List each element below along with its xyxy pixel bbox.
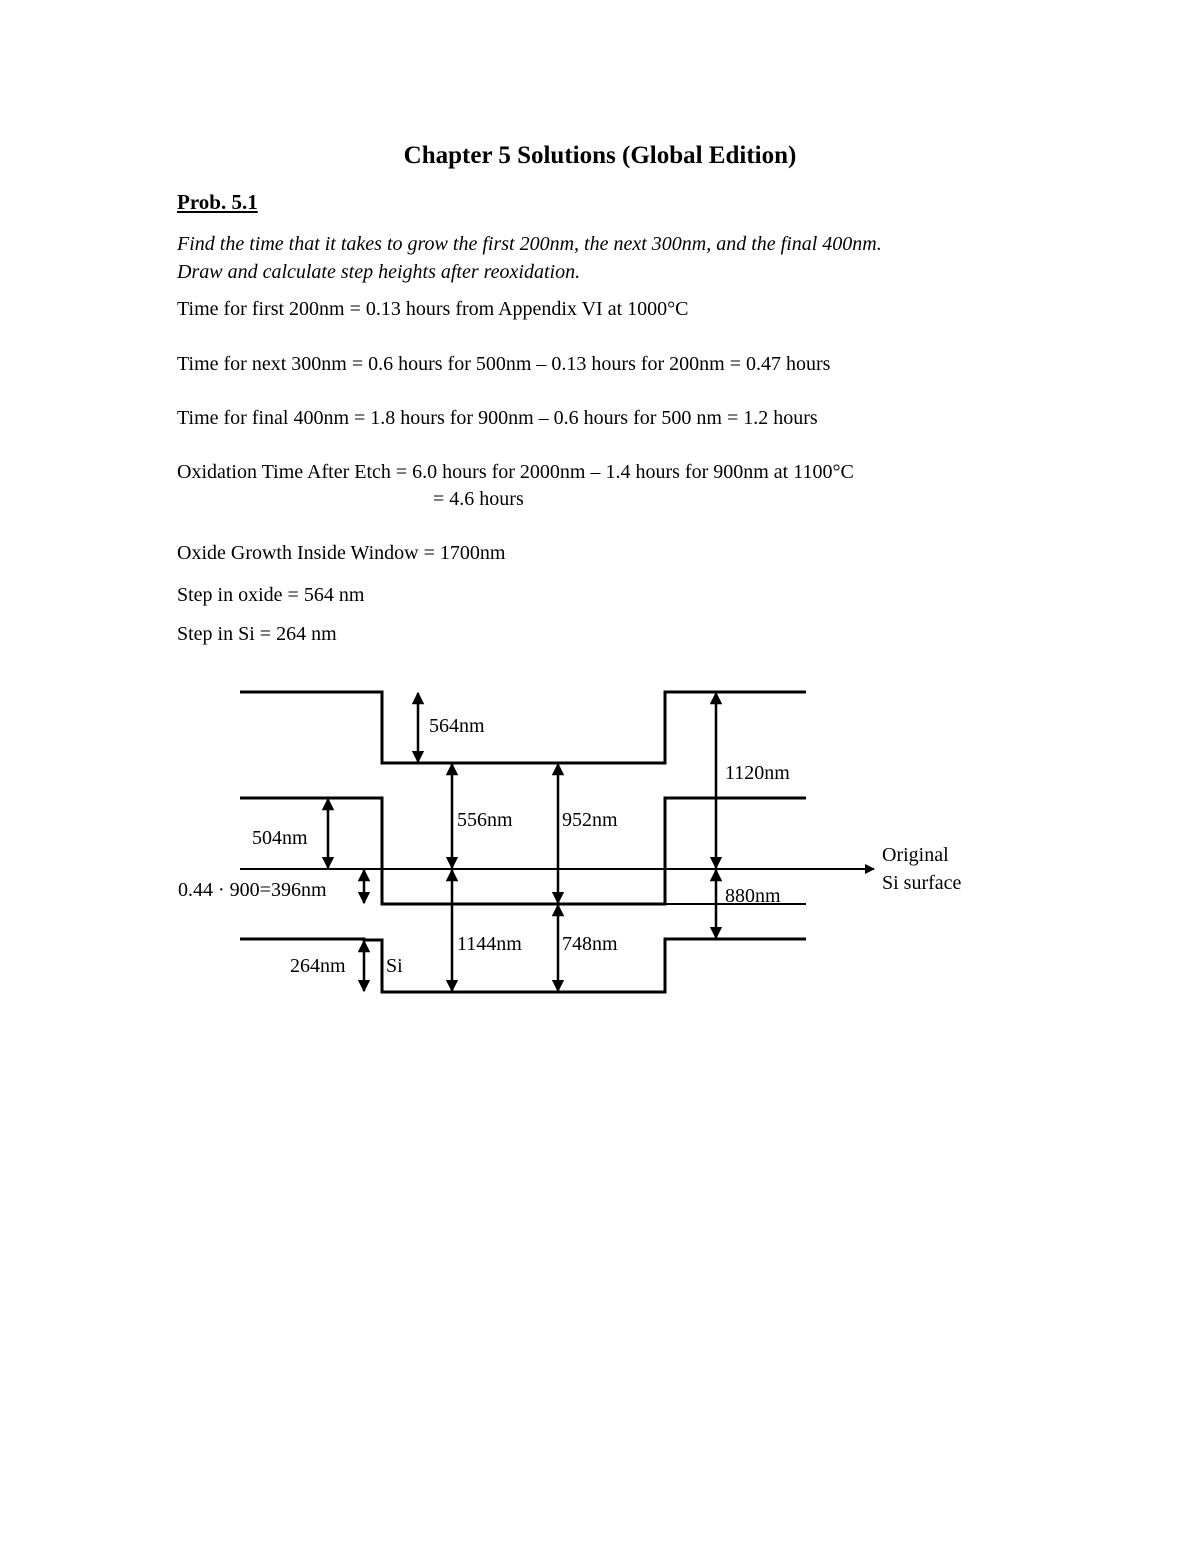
label-1144nm: 1144nm	[457, 933, 522, 955]
label-396nm: 0.44 · 900=396nm	[178, 879, 327, 901]
solution-line-step-oxide: Step in oxide = 564 nm	[177, 584, 365, 606]
label-564nm: 564nm	[429, 715, 485, 737]
label-si-surface: Si surface	[882, 872, 962, 894]
label-556nm: 556nm	[457, 809, 513, 831]
problem-heading: Prob. 5.1	[177, 190, 258, 214]
oxide-top-profile	[240, 692, 806, 763]
solution-line-step-si: Step in Si = 264 nm	[177, 623, 337, 645]
label-264nm: 264nm	[290, 955, 346, 977]
solution-line-time-next: Time for next 300nm = 0.6 hours for 500nm – 0.13 hours for 200nm = 0.47 hours	[177, 353, 831, 375]
label-504nm: 504nm	[252, 827, 308, 849]
solution-line-oxide-growth: Oxide Growth Inside Window = 1700nm	[177, 542, 506, 564]
label-1120nm: 1120nm	[725, 762, 790, 784]
page-title: Chapter 5 Solutions (Global Edition)	[403, 142, 797, 169]
problem-statement-line: Find the time that it takes to grow the first 200nm, the next 300nm, and the final 400nm.	[177, 233, 882, 255]
problem-statement-line: Draw and calculate step heights after reoxidation.	[177, 261, 581, 283]
label-si: Si	[386, 955, 403, 977]
solution-line-time-first: Time for first 200nm = 0.13 hours from Appendix VI at 1000°C	[177, 298, 689, 320]
solution-line-time-final: Time for final 400nm = 1.8 hours for 900nm – 0.6 hours for 500 nm = 1.2 hours	[177, 407, 818, 429]
label-748nm: 748nm	[562, 933, 618, 955]
solution-line-oxidation-result: = 4.6 hours	[433, 488, 524, 510]
label-original: Original	[882, 844, 949, 866]
label-952nm: 952nm	[562, 809, 618, 831]
label-880nm: 880nm	[725, 885, 781, 907]
solution-line-oxidation-time: Oxidation Time After Etch = 6.0 hours for 2000nm – 1.4 hours for 900nm at 1100°C	[177, 461, 854, 483]
